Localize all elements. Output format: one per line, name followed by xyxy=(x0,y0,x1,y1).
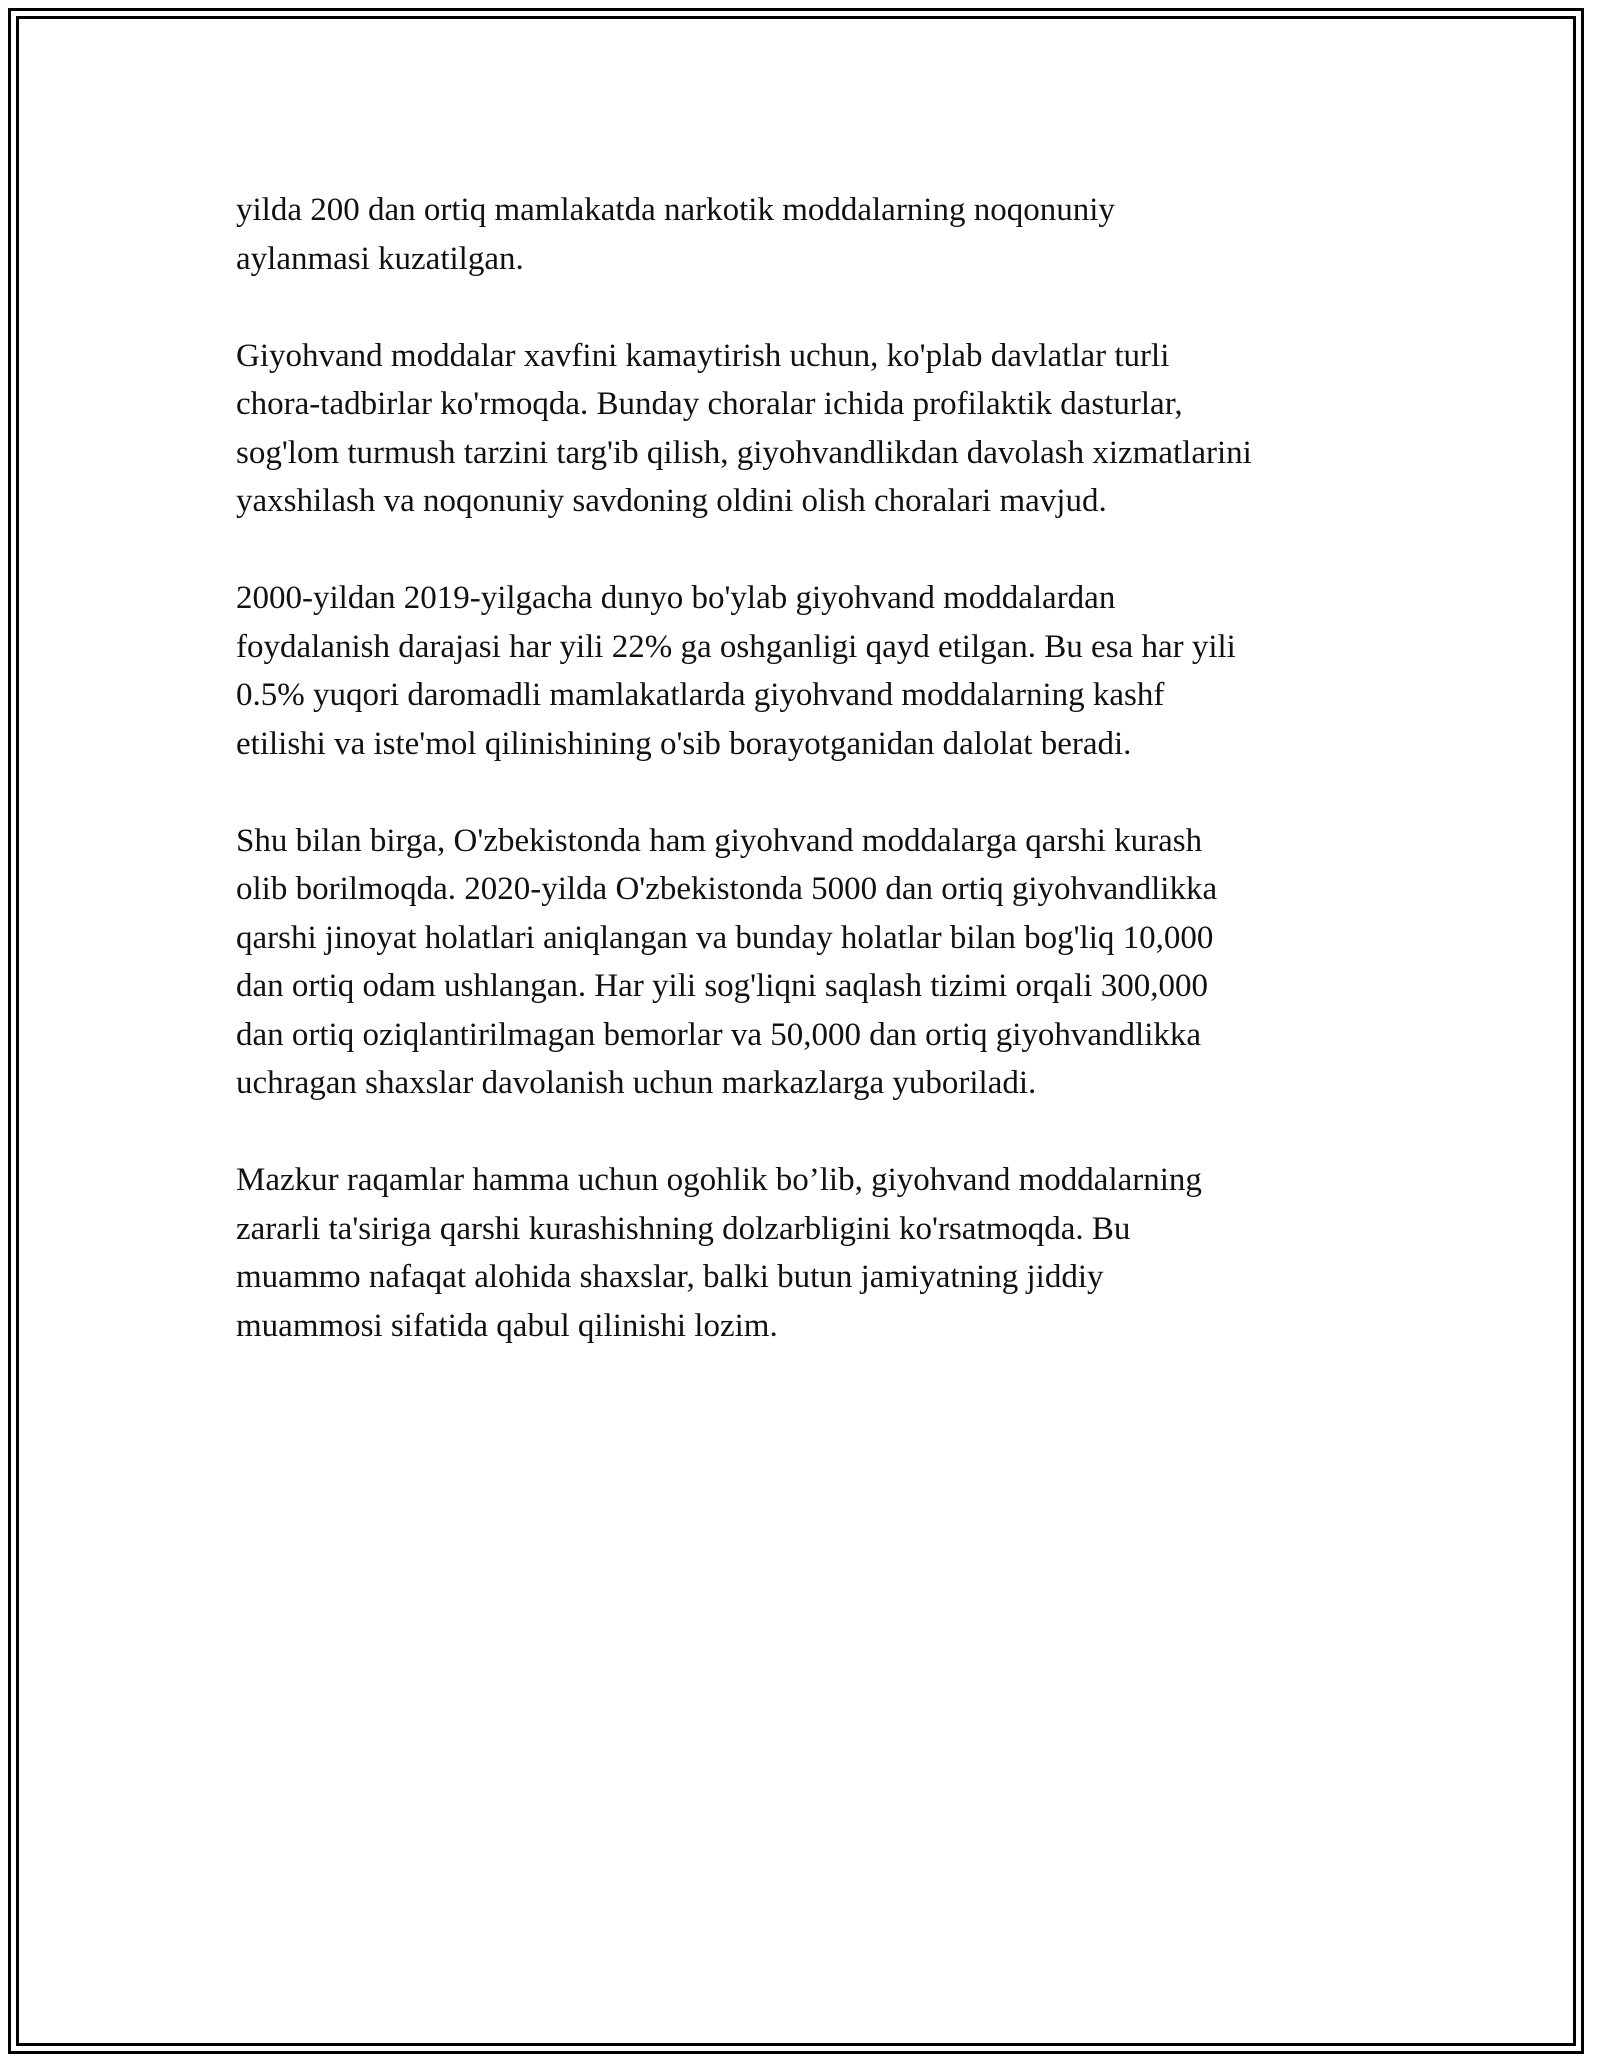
paragraph-5 xyxy=(236,1156,1416,1350)
text-line: muammosi sifatida qabul qilinishi lozim. xyxy=(236,1307,778,1344)
text-line: yilda 200 dan ortiq mamlakatda narkotik moddalarning noqonuniy xyxy=(236,192,1115,228)
text-line: dan ortiq odam ushlangan. Har yili sog'liqni saqlash tizimi orqali 300,000 xyxy=(236,968,1208,1004)
text-line: etilishi va iste'mol qilinishining o'sib borayotganidan dalolat beradi. xyxy=(236,725,1132,762)
text-line: olib borilmoqda. 2020-yilda O'zbekistonda 5000 dan ortiq giyohvandlikka xyxy=(236,871,1218,907)
paragraph-3 xyxy=(236,574,1416,768)
text-line: yaxshilash va noqonuniy savdoning oldini olish choralari mavjud. xyxy=(236,483,1107,519)
text-line: sog'lom turmush tarzini targ'ib qilish, giyohvandlikdan davolash xizmatlarini xyxy=(236,434,1252,471)
text-line: uchragan shaxslar davolanish uchun markazlarga yuboriladi. xyxy=(236,1065,1037,1101)
text-line: zararli ta'siriga qarshi kurashishning dolzarbligini ko'rsatmoqda. Bu xyxy=(236,1210,1131,1247)
paragraph-2 xyxy=(236,332,1416,526)
document-body xyxy=(236,186,1416,1399)
text-line: chora-tadbirlar ko'rmoqda. Bunday choralar ichida profilaktik dasturlar, xyxy=(236,386,1183,422)
text-line: 2000-yildan 2019-yilgacha dunyo bo'ylab giyohvand moddalardan xyxy=(236,580,1116,616)
paragraph-1 xyxy=(236,186,1416,283)
text-line: aylanmasi kuzatilgan. xyxy=(236,240,524,277)
text-line: 0.5% yuqori daromadli mamlakatlarda giyohvand moddalarning kashf xyxy=(236,677,1165,713)
text-line: muammo nafaqat alohida shaxslar, balki butun jamiyatning jiddiy xyxy=(236,1259,1104,1295)
paragraph-4 xyxy=(236,817,1416,1108)
text-line: Giyohvand moddalar xavfini kamaytirish uchun, ko'plab davlatlar turli xyxy=(236,337,1170,374)
text-line: dan ortiq oziqlantirilmagan bemorlar va 50,000 dan ortiq giyohvandlikka xyxy=(236,1016,1202,1053)
text-line: qarshi jinoyat holatlari aniqlangan va bunday holatlar bilan bog'liq 10,000 xyxy=(236,919,1214,956)
text-line: Shu bilan birga, O'zbekistonda ham giyohvand moddalarga qarshi kurash xyxy=(236,822,1203,859)
text-line: Mazkur raqamlar hamma uchun ogohlik bo’lib, giyohvand moddalarning xyxy=(236,1162,1202,1198)
text-line: foydalanish darajasi har yili 22% ga oshganligi qayd etilgan. Bu esa har yili xyxy=(236,628,1236,665)
